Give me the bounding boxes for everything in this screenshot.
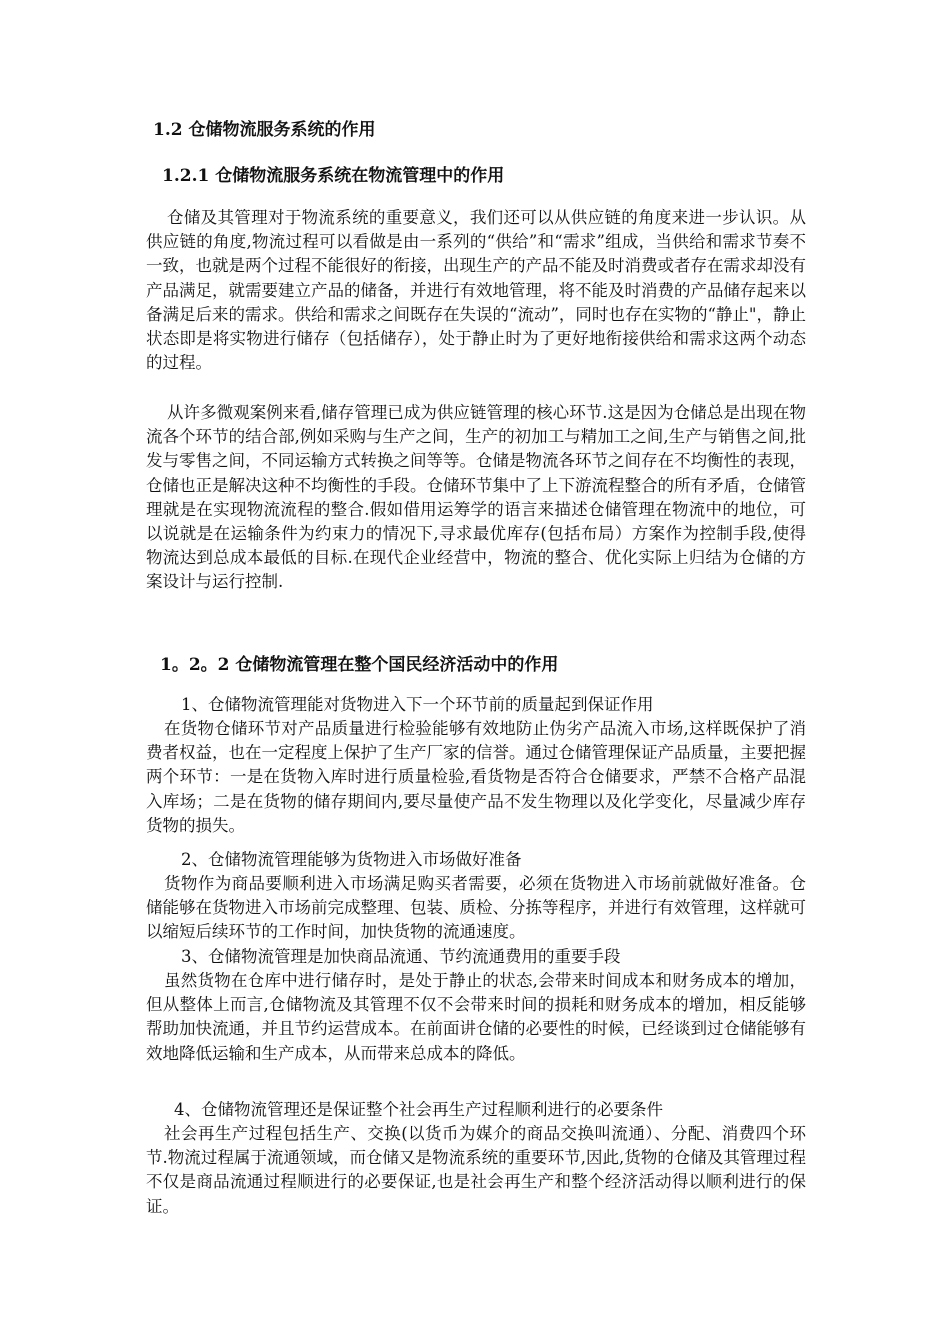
item-1-title: 1、仓储物流管理能对货物进入下一个环节前的质量起到保证作用 xyxy=(181,695,654,714)
item-4-text: 社会再生产过程包括生产、交换(以货币为媒介的商品交换叫流通）、分配、消费四个环节.物流过程属于流通领域，而仓储又是物流系统的重要环节,因此,货物的仓储及其管理过程不仅是商品流通过程顺进行的必要保证,也是社会再生产和整个经济活动得以顺利进行的保证。 xyxy=(146,1124,806,1216)
item-2-title: 2、仓储物流管理能够为货物进入市场做好准备 xyxy=(181,850,522,869)
section-heading-1-2: 1.2 仓储物流服务系统的作用 xyxy=(153,120,376,140)
paragraph-supply-chain: 仓储及其管理对于物流系统的重要意义，我们还可以从供应链的角度来进一步认识。从供应链的角度,物流过程可以看做是由一系列的“供给”和“需求”组成，当供给和需求节奏不一致，也就是两个过程不能很好的衔接，出现生产的产品不能及时消费或者存在需求却没有产品满足，就需要建立产品的储备，并进行有效地管理，将不能及时消费的产品储存起来以备满足后来的需求。供给和需求之间既存在失误的“流动”，同时也存在实物的“静止"，静止状态即是将实物进行储存（包括储存），处于静止时为了更好地衔接供给和需求这两个动态的过程。 xyxy=(146,208,806,373)
section-heading-1-2-1: 1.2.1 仓储物流服务系统在物流管理中的作用 xyxy=(162,166,505,186)
item-1-text: 在货物仓储环节对产品质量进行检验能够有效地防止伪劣产品流入市场,这样既保护了消费者权益，也在一定程度上保护了生产厂家的信誉。通过仓储管理保证产品质量，主要把握两个环节：一是在货物入库时进行质量检验,看货物是否符合仓储要求，严禁不合格产品混入库场；二是在货物的储存期间内,要尽量使产品不发生物理以及化学变化，尽量减少库存货物的损失。 xyxy=(146,719,806,835)
item-2-text: 货物作为商品要顺利进入市场满足购买者需要，必须在货物进入市场前就做好准备。仓储能够在货物进入市场前完成整理、包装、质检、分拣等程序，并进行有效管理，这样就可以缩短后续环节的工作时间，加快货物的流通速度。 xyxy=(146,874,806,942)
item-3-title: 3、仓储物流管理是加快商品流通、节约流通费用的重要手段 xyxy=(181,947,621,966)
section-heading-1-2-2: 1。2。2 仓储物流管理在整个国民经济活动中的作用 xyxy=(160,655,559,675)
item-4-title: 4、仓储物流管理还是保证整个社会再生产过程顺利进行的必要条件 xyxy=(174,1100,663,1119)
paragraph-micro-cases: 从许多微观案例来看,储存管理已成为供应链管理的核心环节.这是因为仓储总是出现在物流各个环节的结合部,例如采购与生产之间，生产的初加工与精加工之间,生产与销售之间,批发与零售之间，不同运输方式转换之间等等。仓储是物流各环节之间存在不均衡性的表现，仓储也正是解决这种不均衡性的手段。仓储环节集中了上下游流程整合的所有矛盾，仓储管理就是在实现物流流程的整合.假如借用运筹学的语言来描述仓储管理在物流中的地位，可以说就是在运输条件为约束力的情况下,寻求最优库存(包括布局）方案作为控制手段,使得物流达到总成本最低的目标.在现代企业经营中，物流的整合、优化实际上归结为仓储的方案设计与运行控制. xyxy=(146,403,806,592)
item-3-text: 虽然货物在仓库中进行储存时，是处于静止的状态,会带来时间成本和财务成本的增加，但从整体上而言,仓储物流及其管理不仅不会带来时间的损耗和财务成本的增加，相反能够帮助加快流通，并且节约运营成本。在前面讲仓储的必要性的时候，已经谈到过仓储能够有效地降低运输和生产成本，从而带来总成本的降低。 xyxy=(146,971,806,1063)
